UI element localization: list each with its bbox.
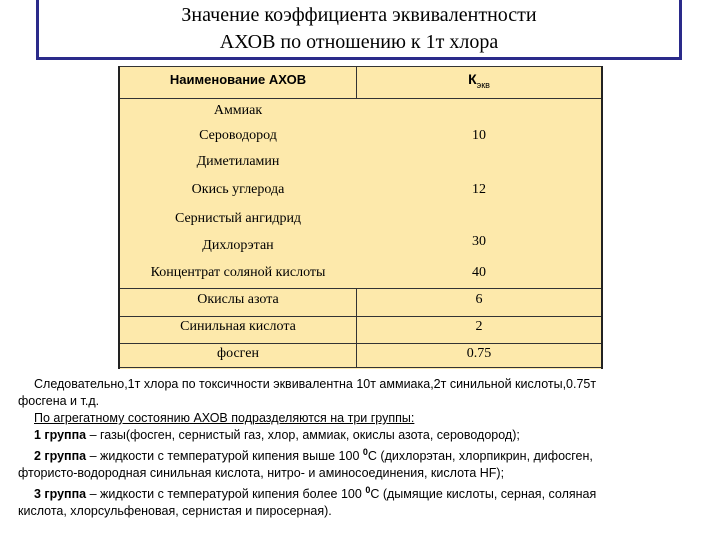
table-row-divider — [120, 316, 601, 317]
text-line: кислота, хлорсульфеновая, сернистая и пиросерная). — [18, 504, 332, 519]
row-name: Концентрат соляной кислоты — [150, 265, 326, 280]
group-3: 3 группа – жидкости с температурой кипения более 100 $^0$С (дымящие кислоты, серная, соляная — [34, 485, 597, 502]
row-value: 2 — [475, 319, 483, 334]
group-1: 1 группа – газы(фосген, сернистый газ, хлор, аммиак, окислы азота, сероводород); — [34, 428, 520, 442]
row-name: Сероводород — [199, 128, 277, 143]
table-row-divider — [120, 288, 601, 289]
header-name: Наименование АХОВ — [169, 72, 307, 87]
row-name: Дихлорэтан — [202, 238, 274, 253]
row-value: 12 — [472, 182, 486, 197]
title-line-1: Значение коэффициента эквивалентности — [181, 4, 537, 26]
row-name: Окись углерода — [191, 182, 285, 197]
table-row-divider — [120, 343, 601, 344]
text-line: Следовательно,1т хлора по токсичности эквивалентна 10т аммиака,2т синильной кислоты,0.75т — [34, 377, 597, 391]
group-2: 2 группа – жидкости с температурой кипения выше 100 $^0$С (дихлорэтан, хлорпикрин, дифосген, — [34, 447, 593, 464]
row-value: 6 — [475, 292, 483, 307]
table-border-top — [120, 66, 601, 67]
table-border-bottom — [120, 367, 601, 368]
title-box — [36, 0, 682, 60]
equivalence-table — [118, 66, 603, 369]
row-name: Окислы азота — [197, 292, 279, 307]
text-line: фосгена и т.д. — [18, 394, 100, 408]
row-name: Диметиламин — [196, 154, 280, 169]
explanation-text — [18, 376, 714, 520]
header-k-equivalent: $К_{экв}$ — [468, 71, 490, 90]
table-row-divider — [120, 98, 601, 99]
row-value: 0.75 — [466, 346, 492, 361]
row-name: Аммиак — [213, 103, 263, 118]
row-name: Синильная кислота — [180, 319, 296, 334]
row-name: фосген — [217, 346, 259, 361]
row-value: 10 — [472, 128, 486, 143]
row-value: 40 — [472, 265, 486, 280]
row-value: 30 — [472, 234, 486, 249]
text-line: фтористо-водородная синильная кислота, нитро- и аминосоединения, кислота HF); — [18, 466, 505, 481]
row-name: Сернистый ангидрид — [174, 211, 302, 226]
groups-heading: По агрегатному состоянию АХОВ подразделяются на три группы: — [34, 411, 415, 425]
title-line-2: АХОВ по отношению к 1т хлора — [219, 31, 499, 53]
